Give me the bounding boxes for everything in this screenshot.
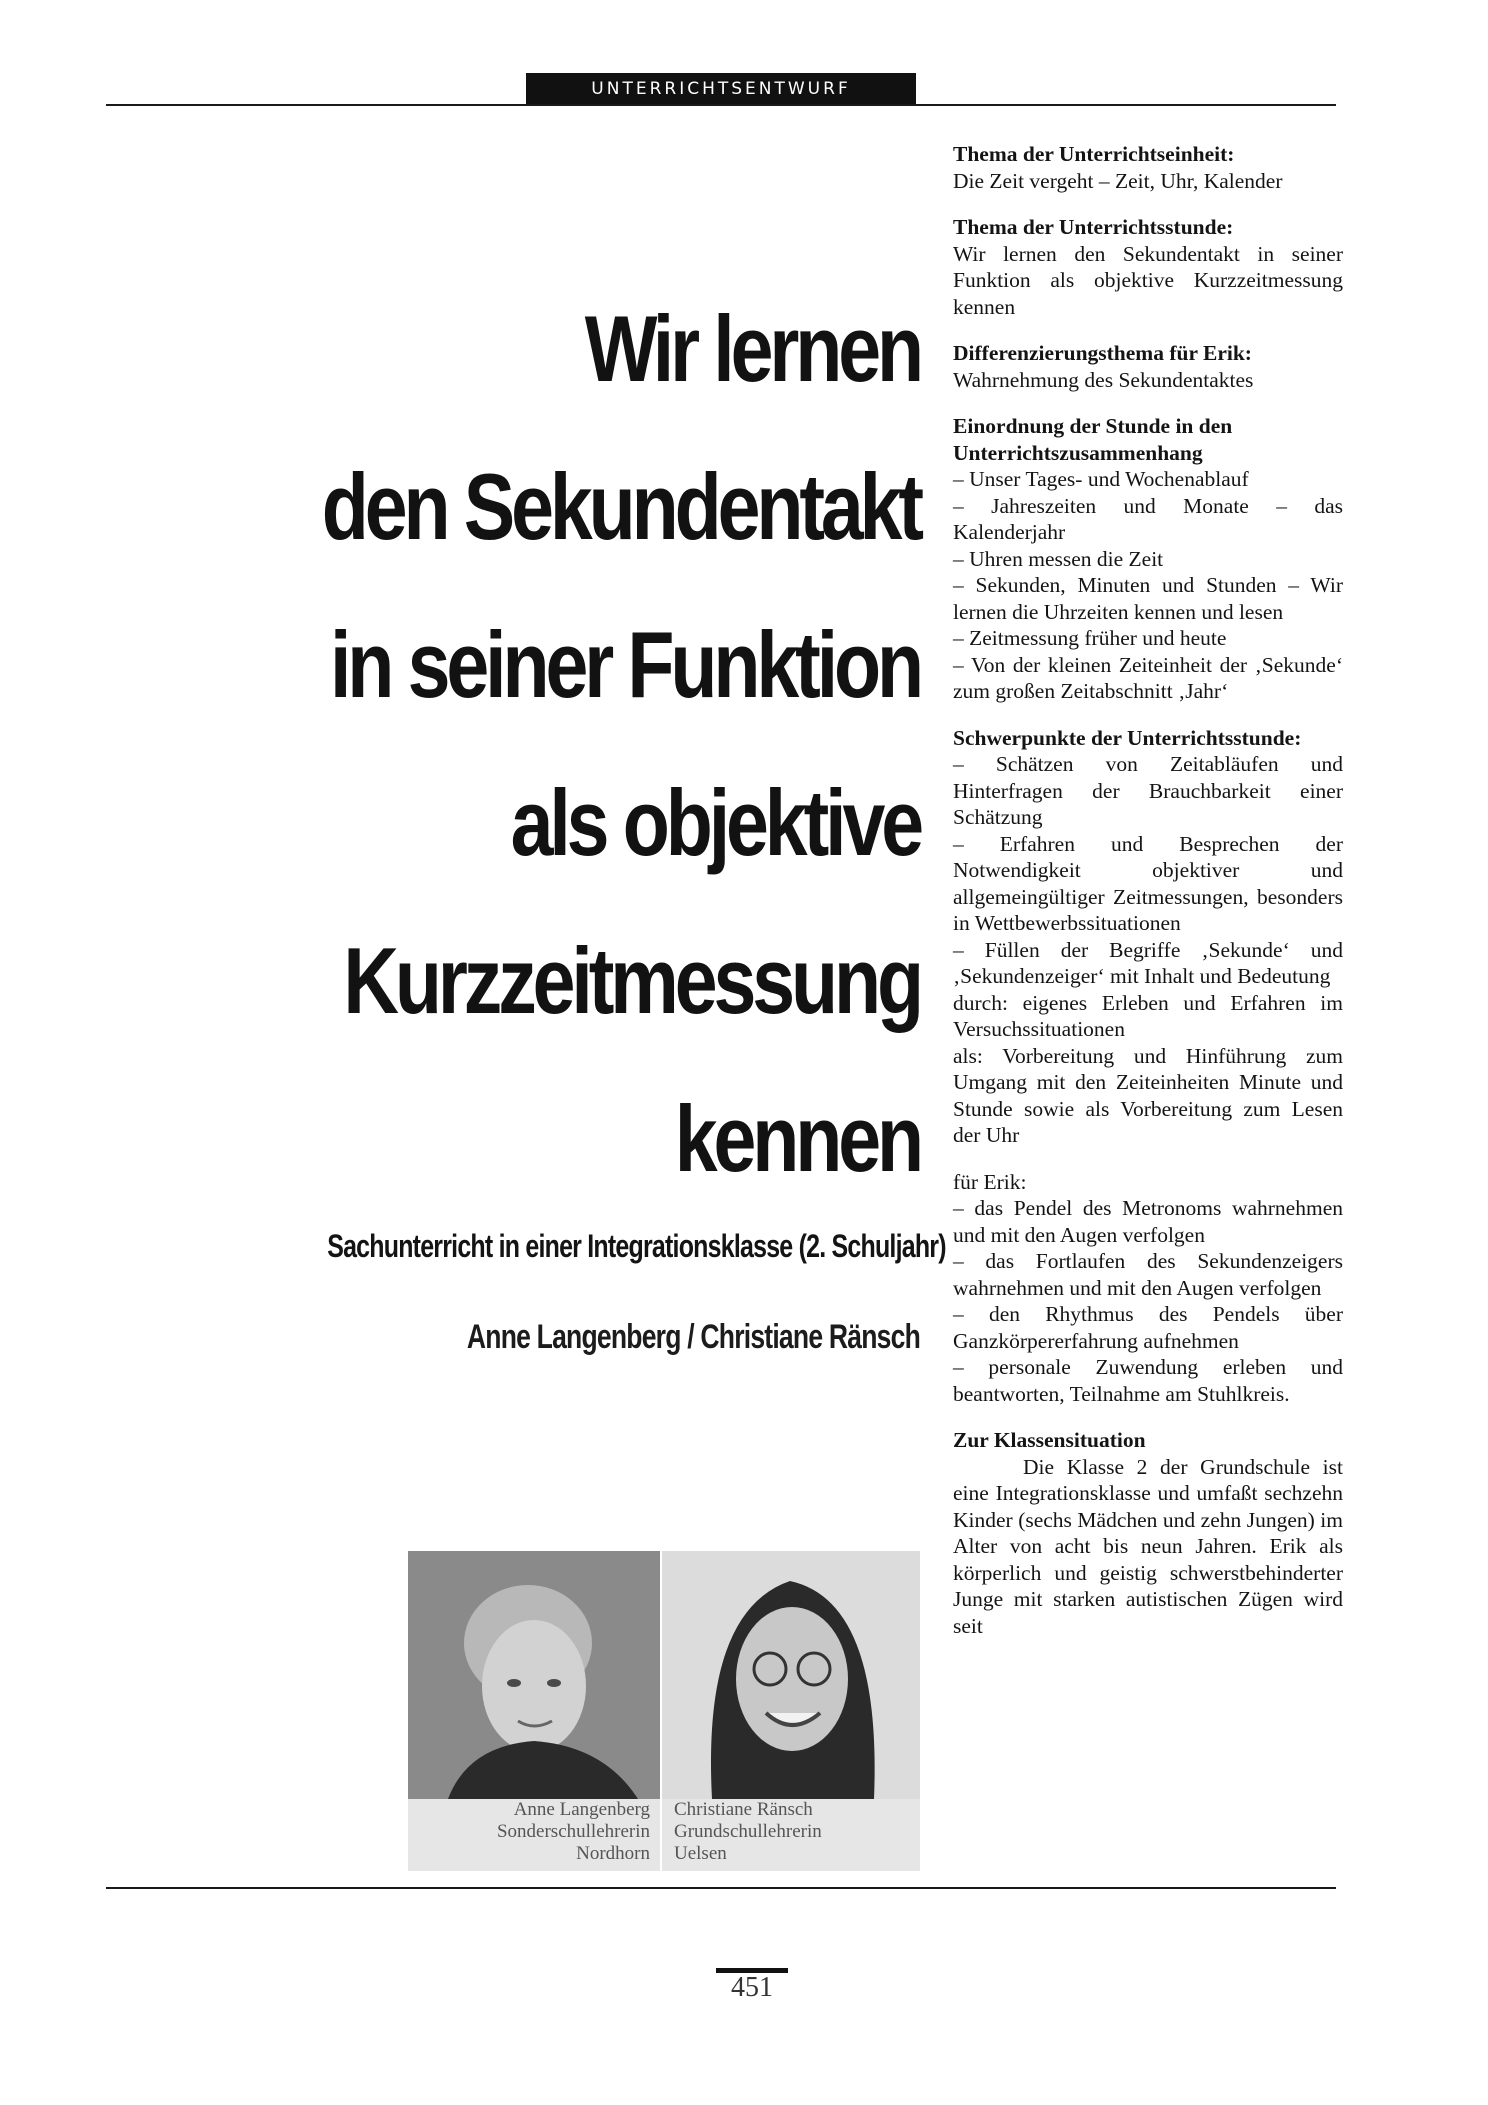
section-heading: für Erik: (953, 1169, 1027, 1194)
section-header-band (526, 73, 916, 104)
caption-name: Christiane Ränsch (674, 1799, 813, 1820)
caption-role: Grundschullehrerin (674, 1821, 822, 1842)
section-schwerpunkte (953, 725, 1343, 1149)
list-item: – Füllen der Begriffe ‚Sekunde‘ und ‚Sekundenzeiger‘ mit Inhalt und Bedeutung (953, 937, 1343, 988)
section-differenzierung (953, 340, 1343, 393)
section-einordnung (953, 413, 1343, 705)
title-line: als objektive (510, 770, 920, 875)
title-line: den Sekundentakt (321, 454, 920, 559)
article-title (160, 270, 920, 1218)
header-rule (106, 104, 1336, 106)
section-header-label: UNTERRICHTSENTWURF (591, 78, 851, 99)
list-item: – Schätzen von Zeitabläufen und Hinterfragen der Brauchbarkeit einer Schätzung (953, 752, 1343, 829)
caption-place: Nordhorn (576, 1843, 650, 1864)
section-heading: Einordnung der Stunde in den Unterrichtszusammenhang (953, 414, 1233, 465)
author-photos (408, 1551, 920, 1871)
list-item: – Uhren messen die Zeit (953, 546, 1164, 571)
section-heading: Schwerpunkte der Unterrichtsstunde: (953, 725, 1302, 750)
caption-place: Uelsen (674, 1843, 727, 1864)
list-item: – Unser Tages- und Wochenablauf (953, 467, 1249, 491)
portrait-image (408, 1551, 660, 1799)
author-photo-raensch (662, 1551, 920, 1799)
list-item: – den Rhythmus des Pendels über Ganzkörpererfahrung aufnehmen (953, 1302, 1343, 1353)
photo-caption-right (662, 1799, 920, 1871)
list-item: – Von der kleinen Zeiteinheit der ‚Sekunde‘ zum großen Zeitabschnitt ‚Jahr‘ (953, 652, 1343, 703)
section-text: Wahrnehmung des Sekundentaktes (953, 367, 1254, 392)
title-line: in seiner Funktion (329, 612, 920, 717)
section-thema-einheit (953, 141, 1343, 194)
caption-role: Sonderschullehrerin (496, 1821, 650, 1842)
list-item: – personale Zuwendung erleben und beantworten, Teilnahme am Stuhlkreis. (953, 1355, 1343, 1406)
portrait-image (662, 1551, 920, 1799)
lesson-plan-column (953, 141, 1343, 1659)
list-item: – Zeitmessung früher und heute (953, 626, 1227, 650)
title-line: Kurzzeitmessung (343, 928, 921, 1033)
section-erik (953, 1169, 1343, 1408)
section-heading: Thema der Unterrichtsstunde: (953, 215, 1234, 239)
title-line: Wir lernen (584, 296, 920, 401)
section-heading: Thema der Unterrichtseinheit: (953, 142, 1235, 166)
section-text: Wir lernen den Sekundentakt in seiner Funktion als objektive Kurzzeitmessung kennen (953, 241, 1343, 319)
article-subtitle: Sachunterricht in einer Integrationsklasse (2. Schuljahr) (327, 1228, 946, 1264)
caption-name: Anne Langenberg (513, 1799, 650, 1820)
author-photo-langenberg (408, 1551, 660, 1799)
list-item: – Sekunden, Minuten und Stunden – Wir lernen die Uhrzeiten kennen und lesen (953, 573, 1343, 624)
list-item: – Jahreszeiten und Monate – das Kalenderjahr (953, 493, 1343, 544)
list-item: – Erfahren und Besprechen der Notwendigkeit objektiver und allgemeingültiger Zeitmessungen, besonders in Wettbewerbssituationen (953, 831, 1343, 935)
title-line: kennen (674, 1086, 920, 1191)
list-item: – das Fortlaufen des Sekundenzeigers wahrnehmen und mit den Augen verfolgen (953, 1249, 1343, 1300)
article-authors: Anne Langenberg / Christiane Ränsch (466, 1318, 920, 1356)
section-heading: Differenzierungsthema für Erik: (953, 341, 1252, 365)
photo-caption-left (408, 1799, 660, 1871)
page-number: 451 (731, 1972, 773, 2003)
section-klassensituation (953, 1427, 1343, 1639)
section-text: Die Zeit vergeht – Zeit, Uhr, Kalender (953, 168, 1283, 193)
list-item: als: Vorbereitung und Hinführung zum Umgang mit den Zeiteinheiten Minute und Stunde sowie als Vorbereitung zum Lesen der Uhr (953, 1043, 1343, 1147)
section-heading: Zur Klassensituation (953, 1428, 1146, 1452)
footer-rule (106, 1887, 1336, 1889)
section-thema-stunde (953, 214, 1343, 320)
list-item: – das Pendel des Metronoms wahrnehmen und mit den Augen verfolgen (953, 1196, 1343, 1247)
list-item: durch: eigenes Erleben und Erfahren im Versuchssituationen (953, 990, 1343, 1041)
section-text: Die Klasse 2 der Grundschule ist eine Integrationsklasse und umfaßt sechzehn Kinder (sechs Mädchen und zehn Jungen) im Alter von acht bis neun Jahren. Erik als körperlich und geistig schwerstbehinderter Junge mit starken autistischen Zügen wird seit (953, 1454, 1343, 1638)
